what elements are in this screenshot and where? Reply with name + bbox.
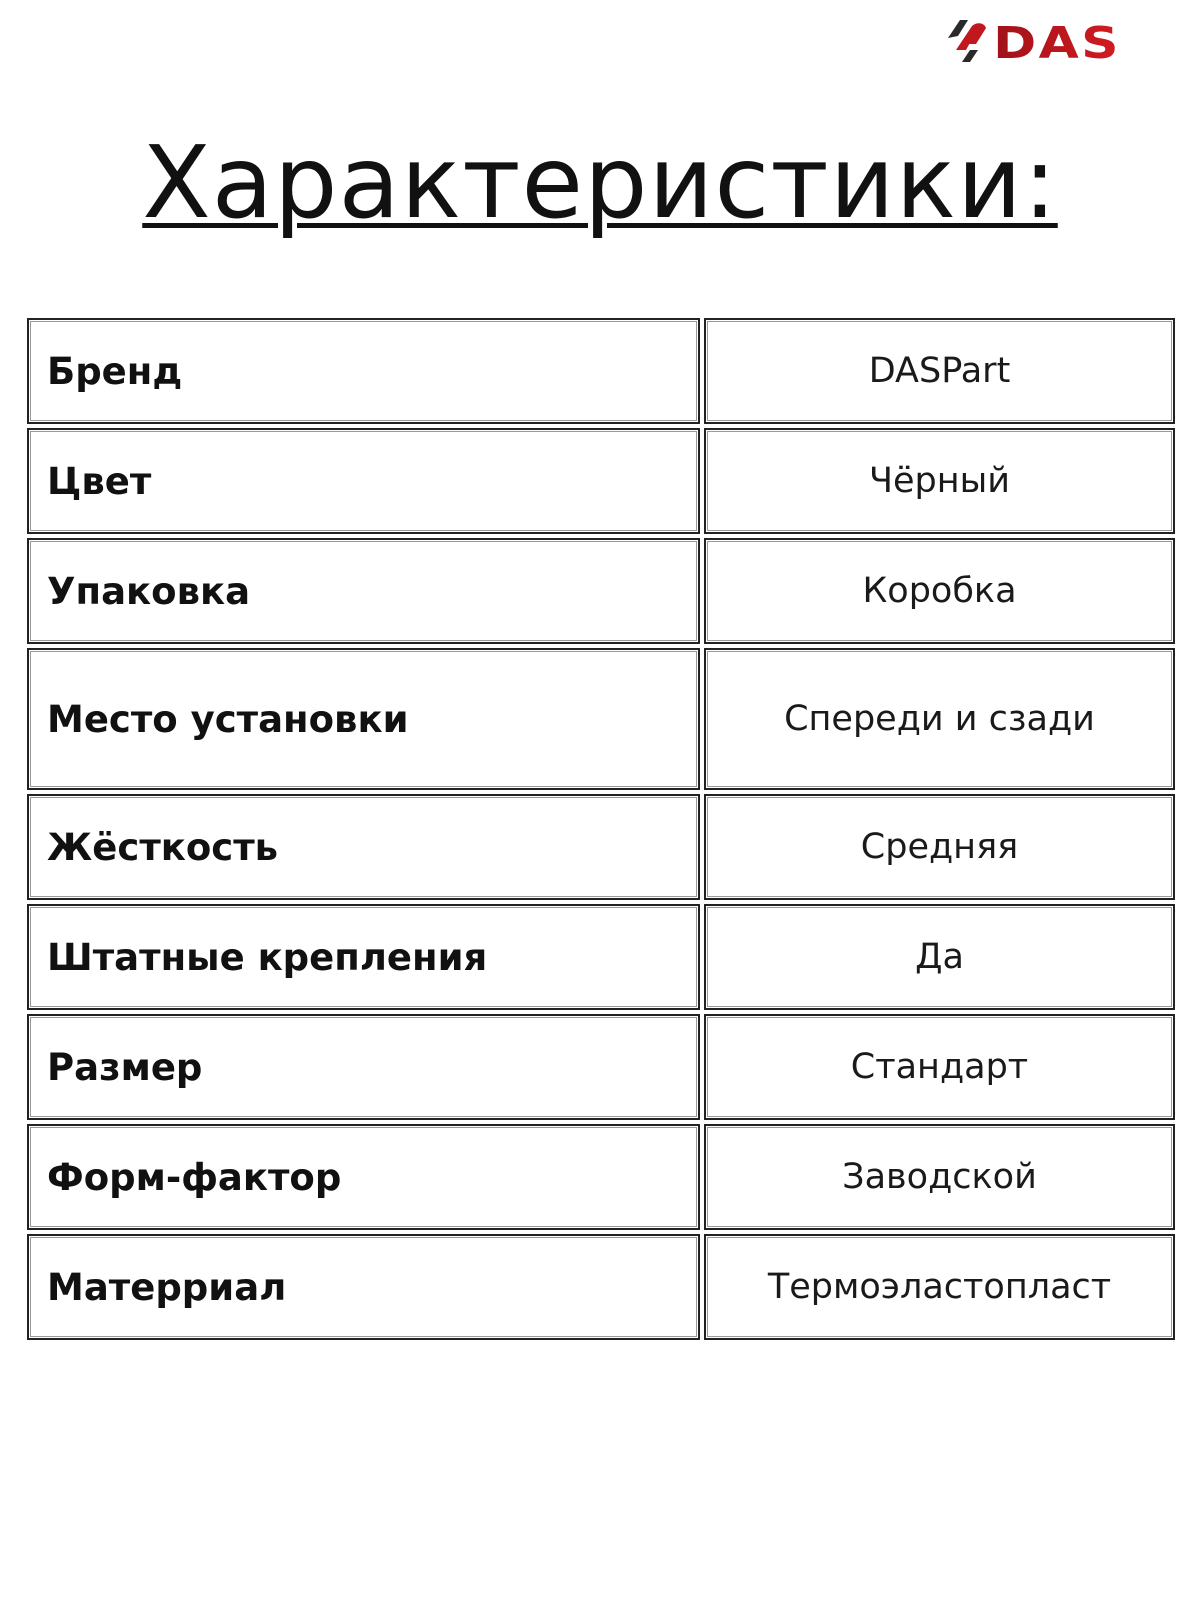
das-logo-icon (946, 14, 1176, 70)
spec-row-color (27, 428, 1175, 534)
spec-value: Заводской (704, 1124, 1175, 1230)
spec-row-brand (27, 318, 1175, 424)
spec-value: Чёрный (704, 428, 1175, 534)
spec-row-mounts (27, 904, 1175, 1010)
spec-value: Термоэластопласт (704, 1234, 1175, 1340)
spec-label: Цвет (27, 428, 700, 534)
spec-row-material (27, 1234, 1175, 1340)
spec-value: DASPart (704, 318, 1175, 424)
specs-table (27, 318, 1175, 1344)
spec-label: Место установки (27, 648, 700, 790)
spec-label: Бренд (27, 318, 700, 424)
spec-row-size (27, 1014, 1175, 1120)
spec-row-stiffness (27, 794, 1175, 900)
spec-row-packaging (27, 538, 1175, 644)
spec-label: Штатные крепления (27, 904, 700, 1010)
das-logo (946, 14, 1176, 70)
spec-row-form-factor (27, 1124, 1175, 1230)
spec-value: Да (704, 904, 1175, 1010)
logo-text: DAS (993, 17, 1121, 69)
spec-value: Средняя (704, 794, 1175, 900)
page-title: Характеристики: (142, 124, 1058, 241)
spec-label: Матерриал (27, 1234, 700, 1340)
spec-row-install-location (27, 648, 1175, 790)
spec-label: Размер (27, 1014, 700, 1120)
spec-label: Жёсткость (27, 794, 700, 900)
spec-label: Форм-фактор (27, 1124, 700, 1230)
spec-value: Коробка (704, 538, 1175, 644)
spec-value: Стандарт (704, 1014, 1175, 1120)
spec-value: Спереди и сзади (704, 648, 1175, 790)
spec-label: Упаковка (27, 538, 700, 644)
